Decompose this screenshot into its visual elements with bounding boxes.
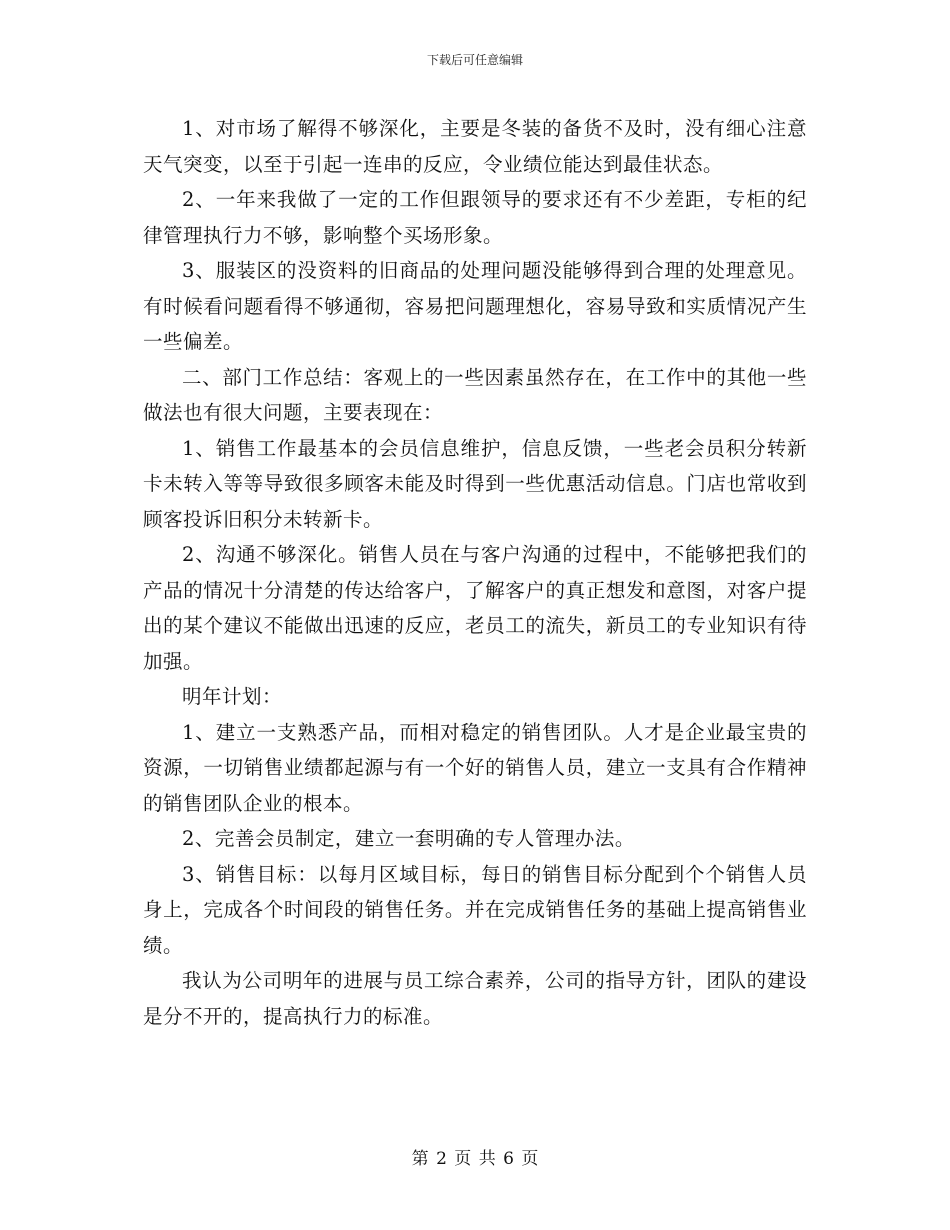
page-header: 下载后可任意编辑 bbox=[426, 53, 523, 67]
paragraph-11: 我认为公司明年的进展与员工综合素养，公司的指导方针，团队的建设是分不开的，提高执行力的标准。 bbox=[143, 969, 807, 1028]
paragraph-3: 3、服装区的没资料的旧商品的处理问题没能够得到合理的处理意见。有时候看问题看得不够通彻，容易把问题理想化，容易导致和实质情况产生一些偏差。 bbox=[143, 259, 807, 353]
paragraph-10: 3、销售目标：以每月区域目标，每日的销售目标分配到个个销售人员身上，完成各个时间段的销售任务。并在完成销售任务的基础上提高销售业绩。 bbox=[143, 862, 807, 957]
paragraph-4: 二、部门工作总结：客观上的一些因素虽然存在，在工作中的其他一些做法也有很大问题，主要表现在： bbox=[143, 365, 807, 424]
paragraph-2: 2、一年来我做了一定的工作但跟领导的要求还有不少差距，专柜的纪律管理执行力不够，影响整个买场形象。 bbox=[143, 188, 807, 247]
page-number-footer: 第 2 页 共 6 页 bbox=[411, 1149, 539, 1169]
paragraph-1: 1、对市场了解得不够深化，主要是冬装的备货不及时，没有细心注意天气突变，以至于引起一连串的反应，令业绩位能达到最佳状态。 bbox=[143, 117, 807, 176]
paragraph-7: 明年计划： bbox=[182, 685, 283, 708]
document-body bbox=[143, 111, 807, 1034]
paragraph-5: 1、销售工作最基本的会员信息维护，信息反馈，一些老会员积分转新卡未转入等等导致很多顾客未能及时得到一些优惠活动信息。门店也常收到顾客投诉旧积分未转新卡。 bbox=[143, 436, 807, 531]
paragraph-8: 1、建立一支熟悉产品，而相对稳定的销售团队。人才是企业最宝贵的资源，一切销售业绩都起源与有一个好的销售人员，建立一支具有合作精神的销售团队企业的根本。 bbox=[143, 720, 807, 815]
paragraph-9: 2、完善会员制定，建立一套明确的专人管理办法。 bbox=[182, 827, 635, 850]
paragraph-6: 2、沟通不够深化。销售人员在与客户沟通的过程中，不能够把我们的产品的情况十分清楚的传达给客户，了解客户的真正想发和意图，对客户提出的某个建议不能做出迅速的反应，老员工的流失，新员工的专业知识有待加强。 bbox=[143, 543, 807, 673]
